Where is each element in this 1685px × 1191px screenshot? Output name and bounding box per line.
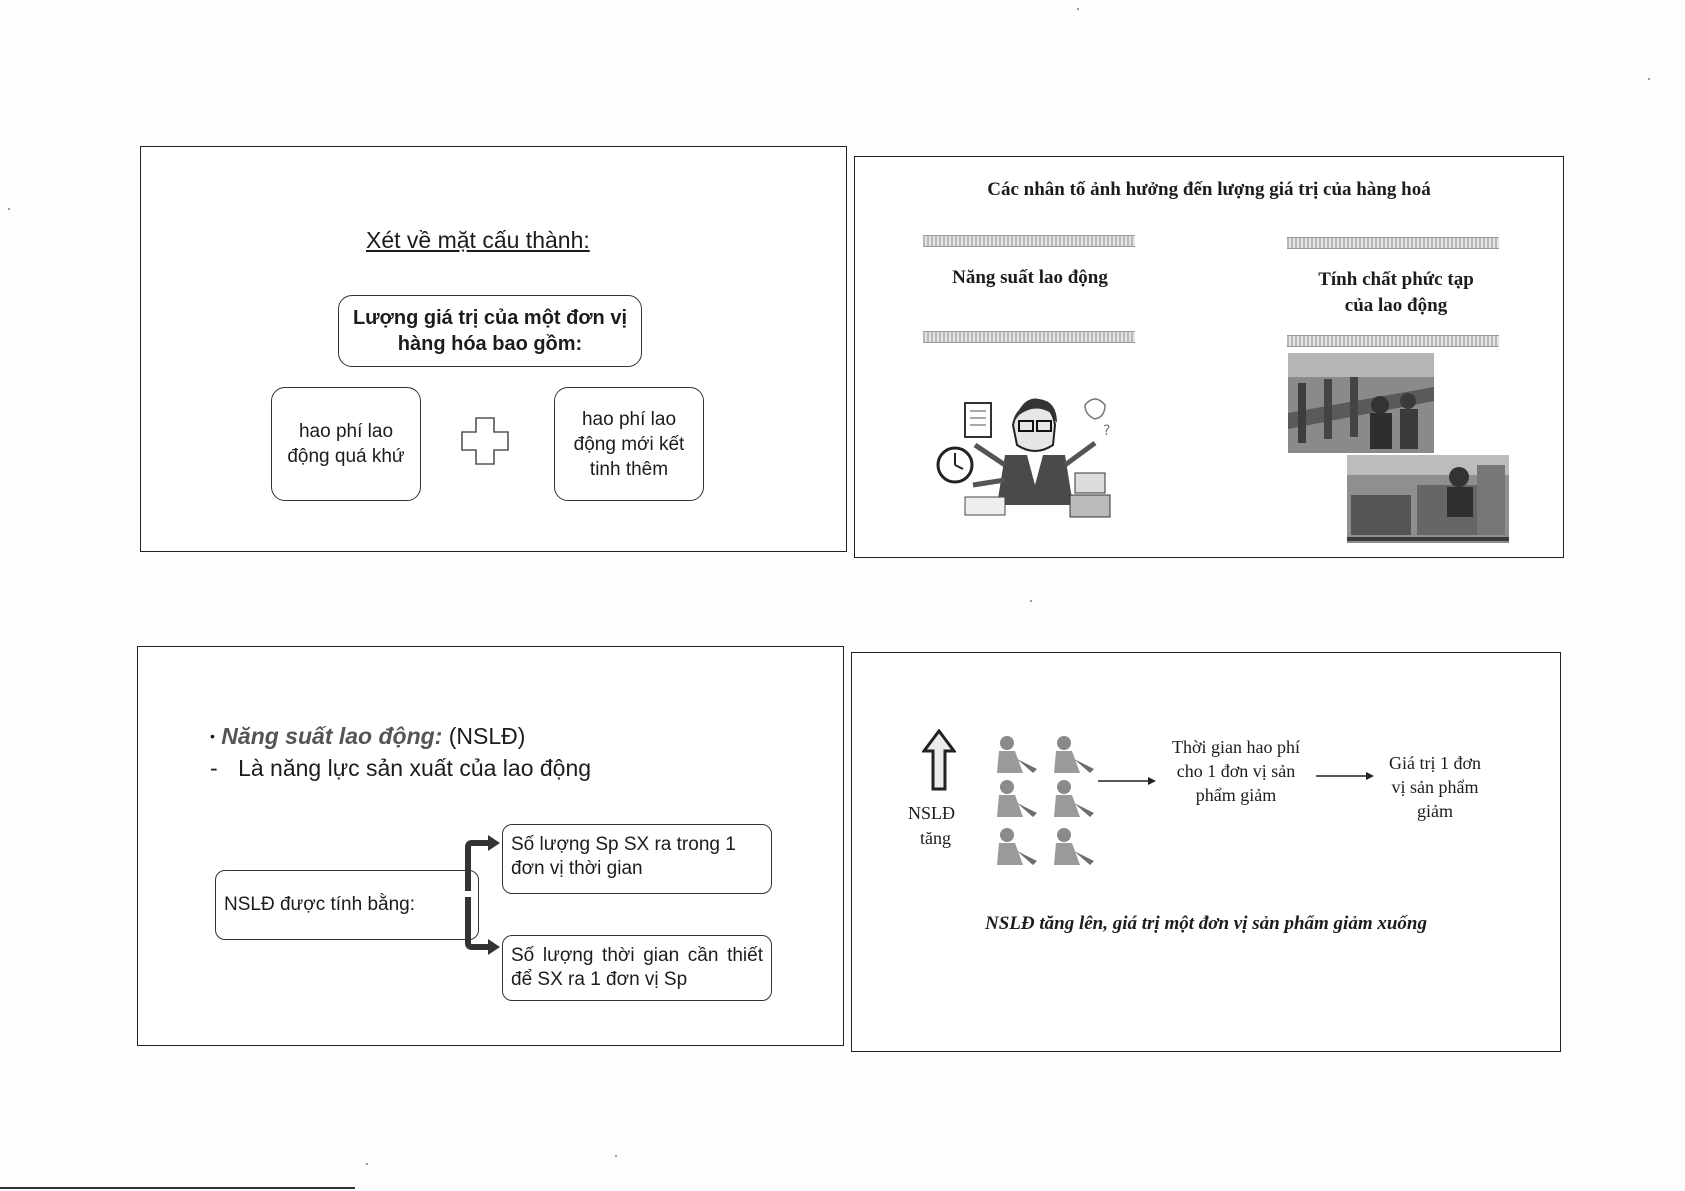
past-labor-text: hao phí lao động quá khứ <box>287 421 405 467</box>
option-per-time-text: Số lượng Sp SX ra trong 1 đơn vị thời gian <box>511 834 736 879</box>
new-labor-text: hao phí lao động mới kết tinh thêm <box>573 408 685 480</box>
nsld-sub-label: tăng <box>920 828 951 848</box>
past-labor-box <box>271 387 421 501</box>
value-composition-box <box>338 295 642 367</box>
slide1-heading: Xét về mặt cấu thành: <box>366 227 590 253</box>
definition-dash: - <box>210 755 218 781</box>
bullet-line <box>210 723 525 750</box>
option-per-product-text: Số lượng thời gian cần thiết để SX ra 1 đơn vị Sp <box>511 945 763 990</box>
right-arrow-icon <box>1098 775 1158 787</box>
definition-text: Là năng lực sản xuất của lao động <box>238 755 592 781</box>
bullet-label: Năng suất lao động: <box>221 723 443 749</box>
option-per-product-box <box>502 935 772 1001</box>
worker-icon <box>1050 733 1100 777</box>
slide-productivity <box>137 646 844 1046</box>
unit-value-text: Giá trị 1 đơn vị sản phẩm giảm <box>1388 753 1481 821</box>
factor1-label: Năng suất lao động <box>952 267 1108 288</box>
bullet-dot: • <box>210 728 215 744</box>
plus-outline-icon <box>459 415 511 467</box>
svg-text:?: ? <box>1103 423 1111 439</box>
up-arrow-icon <box>922 729 956 791</box>
nsld-label: NSLĐ <box>908 803 956 823</box>
calc-box-text: NSLĐ được tính bằng: <box>224 894 416 915</box>
factor1-top-bar <box>923 235 1135 247</box>
worker-icon <box>993 733 1043 777</box>
value-composition-text: Lượng giá trị của một đơn vị hàng hóa bao gồm: <box>352 307 628 355</box>
page-bottom-line <box>0 1187 355 1189</box>
new-labor-box <box>554 387 704 501</box>
conclusion-text: NSLĐ tăng lên, giá trị một đơn vị sản phẩm giảm xuống <box>984 913 1427 934</box>
busy-worker-illustration <box>935 385 1125 525</box>
time-cost-text: Thời gian hao phí cho 1 đơn vị sản phẩm giảm <box>1172 737 1300 805</box>
factor2-label: Tính chất phức tạp của lao động <box>1318 269 1474 316</box>
calc-box <box>215 870 479 940</box>
worker-icon <box>1050 777 1100 821</box>
worker-icon <box>993 825 1043 869</box>
worker-icon <box>993 777 1043 821</box>
factory-photo-1 <box>1288 353 1434 453</box>
right-arrow-icon <box>1316 770 1376 782</box>
option-per-time-box <box>502 824 772 894</box>
worker-icon <box>1050 825 1100 869</box>
bullet-abbrev: (NSLĐ) <box>448 723 526 749</box>
slide-factors <box>854 156 1564 558</box>
factory-photo-2 <box>1347 455 1509 543</box>
slide-productivity-effect <box>851 652 1561 1052</box>
factor2-bottom-bar <box>1287 335 1499 347</box>
slide2-title: Các nhân tố ảnh hưởng đến lượng giá trị của hàng hoá <box>987 179 1431 200</box>
definition-line <box>210 755 591 782</box>
elbow-arrow-icon <box>464 819 504 969</box>
factor1-bottom-bar <box>923 331 1135 343</box>
factor2-top-bar <box>1287 237 1499 249</box>
slide-composition <box>140 146 847 552</box>
